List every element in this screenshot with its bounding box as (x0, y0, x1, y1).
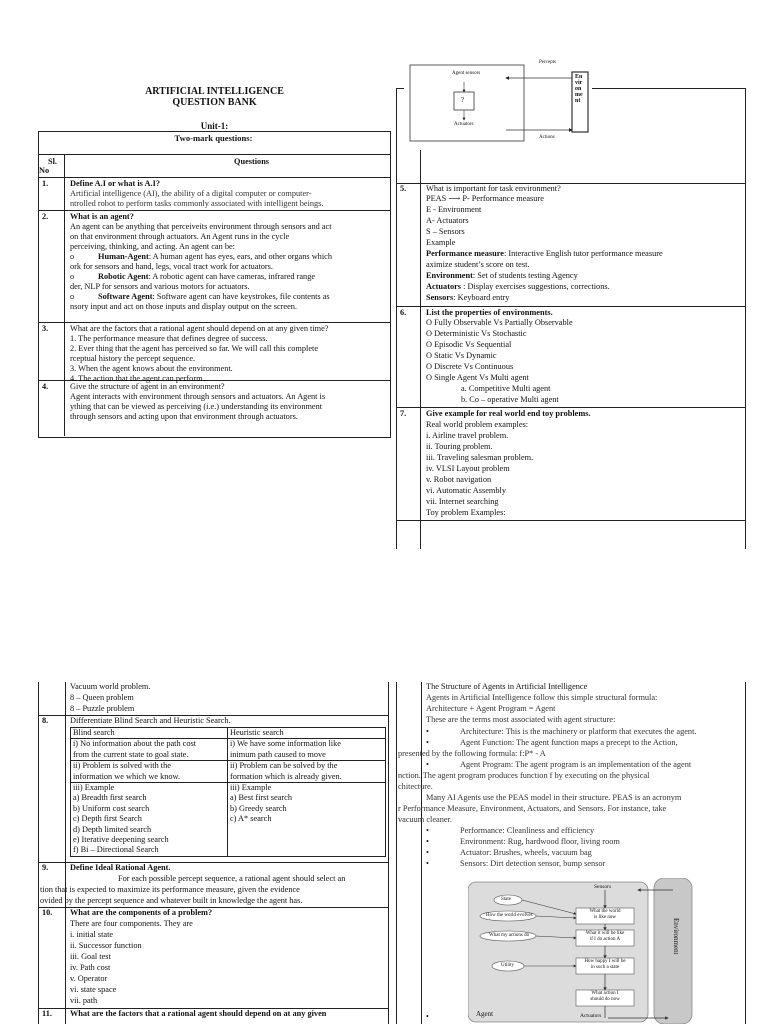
q4-line: through sensors and acting upon that environment through actuators. (70, 412, 298, 421)
q5-line: S – Sensors (426, 227, 465, 236)
q7-line: i. Airline travel problem. (426, 431, 509, 440)
section-heading: Two-mark questions: (174, 133, 253, 143)
percepts-label: Percepts (539, 60, 556, 65)
architecture-text: Architecture: This is the machinery or platform that executes the agent. (460, 727, 697, 736)
world-evolves-label: How the world evolves (486, 913, 533, 918)
sensors-text: : Keyboard entry (453, 293, 510, 302)
cell-line: information we which we know. (73, 771, 181, 781)
q10-line: v. Operator (70, 974, 108, 983)
peas-bullet: Actuator: Brushes, wheels, vacuum bag (460, 848, 592, 857)
environment-key: Environment (426, 271, 473, 280)
q9-title: Define Ideal Rational Agent. (70, 863, 171, 872)
q6-number: 6. (400, 308, 407, 317)
q1-line: ntrolled robot to perform tasks commonly associated with intelligent beings. (70, 199, 324, 208)
q4-line: ything that can be viewed as perceiving (i.e.) understanding its environment (70, 402, 323, 411)
cell-line: iii) Example (230, 783, 272, 793)
q3-number: 3. (42, 324, 49, 333)
robotic-agent-label: Robotic Agent (98, 272, 149, 281)
structure-intro: These are the terms most associated with agent structure: (426, 715, 616, 724)
q2-number: 2. (42, 212, 49, 221)
unit-label: Unit-1: (200, 121, 229, 131)
peas-paragraph: vacuum cleaner. (398, 815, 452, 824)
cell-line: ii) Problem can be solved by the (230, 761, 338, 771)
environment-vertical-label: Environment (672, 918, 680, 955)
utility-agent-diagram (468, 878, 694, 1024)
cell-line: d) Depth limited search (73, 824, 152, 834)
peas-bullet: Sensors: Dirt detection sensor, bump sensor (460, 859, 606, 868)
agent-program-cont: nction. The agent program produces function f by executing on the physical (398, 771, 650, 780)
peas-bullet: Performance: Cleanliness and efficiency (460, 826, 595, 835)
q1-title: Define A.I or what is A.I? (70, 179, 160, 188)
box-line: in such a state (590, 965, 620, 970)
cell-line: a) Breadth first search (73, 793, 147, 803)
col-no: No (39, 166, 50, 175)
cell-line: a) Best first search (230, 793, 292, 803)
agent-function-text: Agent Function: The agent function maps a precept to the Action, (460, 738, 678, 747)
cell-line: iii) Example (73, 783, 115, 793)
human-agent-text: : A human agent has eyes, ears, and other organs which (148, 252, 332, 261)
q5-title: What is important for task environment? (426, 184, 561, 193)
actions-label: Actions (539, 135, 555, 140)
actuators-text: : Display exercises suggestions, corrections. (461, 282, 610, 291)
q7-line: vi. Automatic Assembly (426, 486, 506, 495)
cell-line: e) Iterative deepening search (73, 835, 169, 845)
q5-number: 5. (400, 184, 407, 193)
my-actions-label: What my actions do (489, 933, 530, 938)
box-line: How happy I will be (584, 959, 626, 964)
world-now-box (576, 909, 634, 921)
peas-paragraph: r Performance Measure, Environment, Actuators, and Sensors. For instance, take (398, 804, 667, 813)
cell-line: b) Uniform cost search (73, 803, 150, 813)
table-header-heuristic: Heuristic search (228, 728, 386, 739)
what-action-box (576, 991, 634, 1003)
cont-line: Vacuum world problem. (70, 682, 151, 691)
environment-label: Environment (575, 74, 583, 104)
box-line: What the world (589, 909, 621, 914)
will-be-like-box (576, 931, 634, 943)
state-label: State (501, 897, 511, 902)
q2-line: on that environment through actuators. An Agent runs in the cycle (70, 232, 290, 241)
diagram-svg (396, 60, 748, 150)
environment-text: : Set of students testing Agency (472, 271, 578, 280)
q9-line: For each possible percept sequence, a rational agent should select an (118, 874, 346, 883)
q10-line: iv. Path cost (70, 963, 111, 972)
agent-environment-diagram (396, 60, 748, 180)
sensors-box-label: Sensors (594, 884, 612, 890)
cont-line: 8 – Puzzle problem (70, 704, 135, 713)
q6-sub-item: a. Competitive Multi agent (461, 384, 551, 393)
actuators-key: Actuators (426, 282, 462, 291)
q10-line: vii. path (70, 996, 98, 1005)
q3-title: What are the factors that a rational agent should depend on at any given time? (70, 324, 329, 333)
q3-line: 4. The action that the agent can perform. (70, 374, 205, 383)
unknown-box-label: ? (461, 96, 465, 104)
software-agent-text: : Software agent can have keystrokes, file contents as (152, 292, 330, 301)
bullet: • (426, 826, 429, 835)
page-2-right (396, 682, 748, 1024)
q3-line: rceptual history the percept sequence. (70, 354, 196, 363)
q7-line: iv. VLSI Layout problem (426, 464, 510, 473)
q4-line: Agent interacts with environment through sensors and actuators. An Agent is (70, 392, 326, 401)
q6-item: O Static Vs Dynamic (426, 351, 497, 360)
robotic-agent-text: : A robotic agent can have cameras, infrared range (148, 272, 316, 281)
q5-sensors (426, 293, 509, 304)
q4-title: Give the structure of agent in an environment? (70, 382, 225, 391)
q5-performance-cont: aximize student’s score on test. (426, 260, 530, 269)
q7-line: Toy problem Examples: (426, 508, 506, 517)
q11-title: What are the factors that a rational agent should depend on at any given (70, 1009, 327, 1018)
q8-title: Differentiate Blind Search and Heuristic Search. (70, 716, 231, 725)
cell-line: ii) Problem is solved with the (73, 761, 171, 771)
q3-line: 1. The performance measure that defines degree of success. (70, 334, 268, 343)
bullet-o: o (70, 292, 75, 301)
q7-line: ii. Touring problem. (426, 442, 493, 451)
q2-soft (70, 292, 330, 303)
q5-environment (426, 271, 578, 282)
agent-program-cont: chitecture. (398, 782, 433, 791)
structure-title: The Structure of Agents in Artificial Intelligence (426, 682, 588, 691)
bullet: • (426, 1012, 429, 1021)
actuators-box-label: Actuators (580, 1013, 602, 1019)
q6-item: O Fully Observable Vs Partially Observable (426, 318, 573, 327)
agent-sensors-label: Agent sensors (452, 71, 481, 76)
table-header-blind: Blind search (71, 728, 228, 739)
cell-line: f) Bi – Directional Search (73, 845, 159, 855)
cell-line: formation which is already given. (230, 771, 342, 781)
q10-number: 10. (42, 908, 53, 917)
q5-line: A- Actuators (426, 216, 469, 225)
q7-line: v. Robot navigation (426, 475, 492, 484)
q6-sub-item: b. Co – operative Multi agent (461, 395, 559, 404)
q3-line: 3. When the agent knows about the environment. (70, 364, 233, 373)
performance-text: : Interactive English tutor performance measure (503, 249, 663, 258)
q10-line: i. initial state (70, 930, 114, 939)
box-line: should do now (590, 997, 620, 1002)
cell-line: i) We have some information like (230, 739, 341, 749)
bullet: • (426, 859, 429, 868)
bullet: • (426, 837, 429, 846)
q9-number: 9. (42, 863, 49, 872)
cell-line: c) Depth first Search (73, 814, 142, 824)
page-2-left (38, 682, 390, 1024)
col-sl: Sl. (48, 157, 57, 166)
box-line: if I do action A (589, 937, 621, 942)
q7-line: Real world problem examples: (426, 420, 529, 429)
search-comparison-table (70, 727, 386, 857)
q6-title: List the properties of environments. (426, 308, 553, 317)
q9-line: tion that is expected to maximize its performance measure, given the evidence (40, 885, 300, 894)
q6-item: O Deterministic Vs Stochastic (426, 329, 527, 338)
q6-item: O Discrete Vs Continuous (426, 362, 514, 371)
q2-line: An agent can be anything that perceiveits environment through sensors and act (70, 222, 332, 231)
structure-intro: Architecture + Agent Program = Agent (426, 704, 556, 713)
q5-performance (426, 249, 663, 260)
performance-label: Performance measure (426, 249, 504, 258)
q2-human-cont: ork for sensors and hand, legs, vocal tract work for actuators. (70, 262, 273, 271)
page-1-left (38, 86, 391, 438)
actuators-label: Actuators (454, 122, 474, 127)
table-row (71, 783, 386, 857)
box-line: What it will be like (585, 931, 625, 936)
q9-line: ovided by the percept sequence and whatever built in knowledge the agent has. (40, 896, 303, 905)
q7-line: vii. Internet searching (426, 497, 499, 506)
q2-soft-cont: nsory input and act on those inputs and display output on the screen. (70, 302, 297, 311)
q10-line: ii. Successor function (70, 941, 142, 950)
col-questions: Questions (234, 157, 270, 166)
bullet-o: o (70, 272, 75, 281)
q5-line: E - Environment (426, 205, 482, 214)
agent-program-text: Agent Program: The agent program is an implementation of the agent (460, 760, 692, 769)
box-line: What action I (591, 991, 619, 996)
doc-title: ARTIFICIAL INTELLIGENCE (145, 86, 284, 97)
q7-line: iii. Traveling salesman problem. (426, 453, 534, 462)
q5-actuators (426, 282, 610, 293)
peas-paragraph: Many AI Agents use the PEAS model in their structure. PEAS is an acronym (426, 793, 682, 802)
q7-title: Give example for real world end toy problems. (426, 409, 591, 418)
q1-number: 1. (42, 179, 49, 188)
q10-title: What are the components of a problem? (70, 908, 213, 917)
bullet-o: o (70, 252, 75, 261)
structure-intro: Agents in Artificial Intelligence follow this simple structural formula: (426, 693, 658, 702)
peas-bullet: Environment: Rug, hardwood floor, living room (460, 837, 620, 846)
q6-item: O Single Agent Vs Multi agent (426, 373, 529, 382)
doc-subtitle: QUESTION BANK (172, 97, 257, 108)
software-agent-label: Software Agent (98, 292, 153, 301)
how-happy-box (576, 959, 634, 971)
sensors-key: Sensors (426, 293, 454, 302)
q7-number: 7. (400, 409, 407, 418)
agent-function-cont: presented by the following formula: f:P* - A (398, 749, 546, 758)
agent-label: Agent (476, 1010, 494, 1018)
cell-line: i) No information about the path cost (73, 739, 197, 749)
q5-peas: PEAS ⟶ P- Performance measure (426, 194, 544, 203)
human-agent-label: Human-Agent (98, 252, 149, 261)
bullet: • (426, 760, 429, 769)
box-line: is like now (594, 915, 616, 920)
q10-line: vi. state space (70, 985, 117, 994)
cont-line: 8 – Queen problem (70, 693, 134, 702)
q2-human (70, 252, 332, 263)
q6-item: O Episodic Vs Sequential (426, 340, 512, 349)
q2-line: perceiving, thinking, and acting. An agent can be: (70, 242, 235, 251)
q2-robot-cont: der, NLP for sensors and various motors for actuators. (70, 282, 250, 291)
cell-line: inimum path caused to move (230, 749, 326, 759)
cell-line: from the current state to goal state. (73, 749, 189, 759)
page-1-right (396, 60, 748, 522)
q11-number: 11. (42, 1009, 52, 1018)
q3-line: 2. Ever thing that the agent has perceived so far. We will call this complete (70, 344, 319, 353)
q8-number: 8. (42, 716, 49, 725)
q10-line: iii. Goal test (70, 952, 111, 961)
cell-line: b) Greedy search (230, 803, 287, 813)
q1-line: Artificial intelligence (AI), the ability of a digital computer or computer- (70, 189, 312, 198)
bullet: • (426, 848, 429, 857)
utility-label: Utility (501, 963, 515, 968)
q4-number: 4. (42, 382, 49, 391)
table-row (71, 761, 386, 783)
q10-line: There are four components. They are (70, 919, 193, 928)
q5-line: Example (426, 238, 456, 247)
bullet: • (426, 738, 429, 747)
q2-robot (70, 272, 315, 283)
table-row (71, 739, 386, 761)
cell-line: c) A* search (230, 814, 272, 824)
q2-title: What is an agent? (70, 212, 134, 221)
bullet: • (426, 727, 429, 736)
